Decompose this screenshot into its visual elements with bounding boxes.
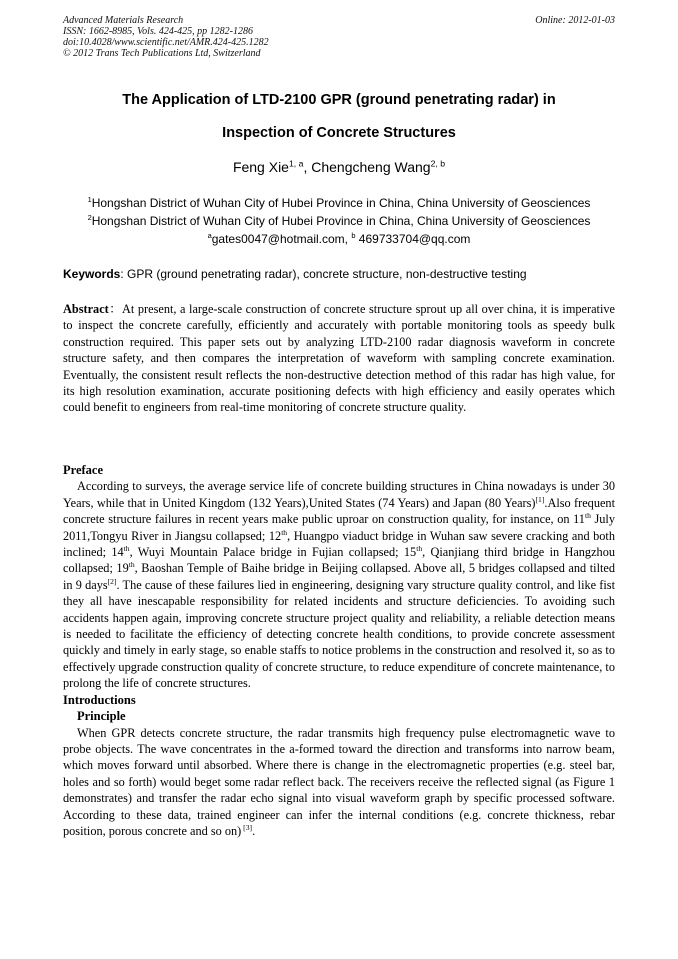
preface-text: . The cause of these failures lied in engineering, designing vary structure quality control, and like fist they all have inescapable responsibility for related incidents and structure deficiencies. To avoiding such accidents happen again, improving concrete structure project quality and reliability, a reliable detection means is needed to facilitate the efficiency of detecting concrete health conditions, to provide concrete assessment quickly and timely in early stage, so enable staffs to notice problems in the construction and resolved it, so as to effectively upgrade construction quality of concrete structure, to reduce expenditure of concrete maintenance, to prolong the life of concrete structures. [63,577,616,691]
affiliation-mark: 1 [87,195,92,204]
affiliation-mark: 2 [87,213,92,222]
paper-title-line-2: Inspection of Concrete Structures [222,125,456,141]
principle-paragraph [63,725,615,840]
ordinal-suffix: th [123,543,130,553]
online-date: Online: 2012-01-03 [535,15,615,26]
issn-line: ISSN: 1662-8985, Vols. 424-425, pp 1282-1286 [63,26,253,37]
principle-text: . [252,823,256,838]
abstract-label: Abstract [63,302,109,316]
email-address: gates0047@hotmail.com, [211,232,352,246]
author-name: Feng Xie [232,159,289,175]
doi-line: doi:10.4028/www.scientific.net/AMR.424-425.1282 [63,37,269,48]
author-name: Chengcheng Wang [311,159,431,175]
affiliation-2 [63,214,615,228]
preface-text: , Baoshan Temple of Baihe bridge in Beijing collapsed. Above all, 5 bridges collapsed and tilted in 9 days [63,561,616,592]
author-affiliation-mark: 1, a [288,158,304,169]
journal-header [63,15,269,59]
affiliation-text: Hongshan District of Wuhan City of Hubei Province in China, China University of Geosciences [91,214,591,228]
keywords-line [63,267,615,281]
principle-subheading: Principle [77,709,126,724]
email-mark: a [207,231,212,240]
journal-name: Advanced Materials Research [63,15,184,26]
abstract-text: ：At present, a large-scale construction of concrete structure sprout up all over china, it is imperative to inspect the concrete carefully, efficiently and accurately with portable monitoring tools as speedy bulk construction required. This paper sets out by analyzing LTD-2100 radar diagnosis waveform in concrete structure safety, and then compares the interpretation of waveform with sampling concrete examination. Eventually, the consistent result reflects the non-destructive detection method of this radar has high value, for its high resolution examination, accurate positioning defects with high efficiency and easily operates which could benefit to engineers from real-time monitoring of concrete structure quality. [63,302,615,415]
affiliation-text: Hongshan District of Wuhan City of Hubei Province in China, China University of Geosciences [91,196,591,210]
citation: [1] [535,494,545,504]
body-sections [63,462,615,839]
affiliation-1 [63,196,615,210]
abstract-paragraph [63,301,615,416]
preface-text: , Qianjiang third bridge in Hangzhou collapsed; 19 [63,545,615,576]
ordinal-suffix: th [281,527,288,537]
keywords-text: : GPR (ground penetrating radar), concrete structure, non-destructive testing [120,267,527,281]
author-affiliation-mark: 2, b [430,158,446,169]
abstract-section [63,301,615,416]
principle-text: When GPR detects concrete structure, the radar transmits high frequency pulse electromagnetic wave to probe objects. The wave concentrates in the a-formed toward the direction and transforms into narrow beam, which moves forward until absorbed. Where there is change in the electromagnetic properties (e.g. steel bar, holes and so forth) would beget some radar reflect back. The receivers receive the reflected signal (as Figure 1 demonstrates) and transfer the radar echo signal into visual waveform graph by specific processed software. According to these data, trained engineer can infer the internal conditions (e.g. concrete thickness, rebar position, porous concrete and so on) [63,725,615,838]
author-line [63,159,615,175]
preface-text: , Huangpo viaduct bridge in Wuhan saw severe cracking and both inclined; 14 [63,528,616,560]
preface-text: , Wuyi Mountain Palace bridge in Fujian collapsed; 15 [129,545,417,560]
keywords-label: Keywords [63,267,121,281]
author-separator: , [303,159,312,175]
citation: [2] [107,576,117,586]
ordinal-suffix: th [128,560,135,570]
email-address: 469733704@qq.com [355,232,471,246]
ordinal-suffix: th [416,543,423,553]
preface-text: .Also frequent concrete structure failures in recent years make public uproar on construction quality, for instance, on 11 [63,495,615,527]
copyright-line: © 2012 Trans Tech Publications Ltd, Switzerland [63,48,261,59]
citation: [3] [241,822,253,832]
introductions-heading: Introductions [63,692,136,707]
preface-text: According to surveys, the average service life of concrete building structures in China nowadays is under 30 Years, while that in United Kingdom (132 Years),United States (74 Years) and Japan (80 Years) [63,479,615,510]
email-mark: b [351,231,356,240]
preface-heading: Preface [63,463,104,477]
preface-paragraph [63,478,615,691]
preface-text: July 2011,Tongyu River in Jiangsu collapsed; 12 [63,512,615,543]
paper-title-line-1: The Application of LTD-2100 GPR (ground penetrating radar) in [122,92,556,108]
email-line [63,232,615,246]
ordinal-suffix: th [584,511,591,521]
